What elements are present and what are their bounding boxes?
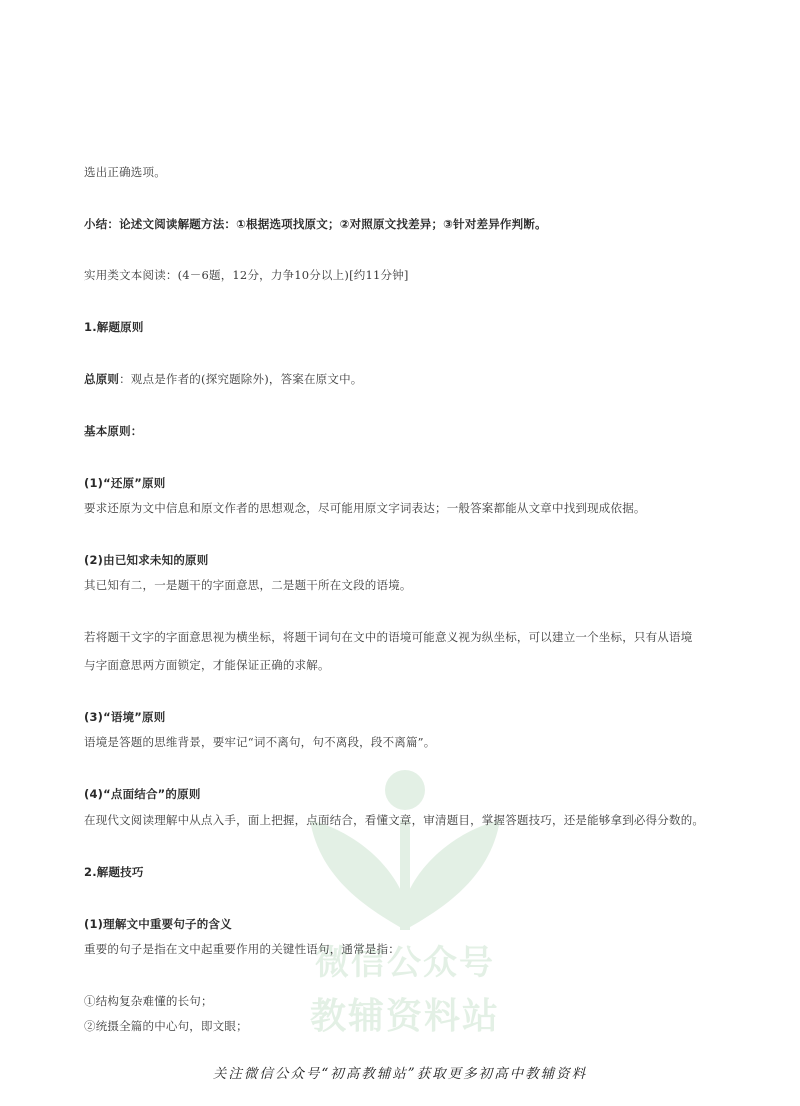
general-principle-line [84, 372, 362, 386]
principle-2-title: (2)由已知求未知的原则 [84, 553, 209, 567]
list-item-1: ①结构复杂难懂的长句； [84, 994, 213, 1008]
watermark-line-2: 教辅资料站 [309, 996, 500, 1037]
basic-principles-heading: 基本原则： [84, 424, 143, 438]
principle-2-paragraph-line-1: 若将题干文字的字面意思视为横坐标，将题干词句在文中的语境可能意义视为纵坐标，可以建立一个坐标，只有从语境 [84, 630, 693, 644]
sprout-logo-icon [290, 760, 520, 940]
footer-note: 关注微信公众号“初高教辅站”获取更多初高中教辅资料 [212, 1066, 588, 1082]
summary-label: 小结： [84, 217, 120, 231]
summary-text: 论述文阅读解题方法：①根据选项找原文；②对照原文找差异；③针对差异作判断。 [119, 217, 547, 231]
principle-2-paragraph-line-2: 与字面意思两方面锁定，才能保证正确的求解。 [84, 658, 330, 672]
principle-4-text: 在现代文阅读理解中从点入手，面上把握，点面结合，看懂文章，审清题目，掌握答题技巧，还是能够拿到必得分数的。 [84, 813, 705, 827]
principle-1-text: 要求还原为文中信息和原文作者的思想观念，尽可能用原文字词表达；一般答案都能从文章中找到现成依据。 [84, 501, 646, 515]
summary-line [84, 217, 547, 231]
section-2-title: 2.解题技巧 [84, 865, 144, 879]
principle-1-title: (1)“还原”原则 [84, 476, 166, 490]
watermark-logo [290, 760, 520, 1040]
technique-1-text: 重要的句子是指在文中起重要作用的关键性语句，通常是指： [84, 942, 400, 956]
technique-1-title: (1)理解文中重要句子的含义 [84, 917, 232, 931]
principle-2-text: 其已知有二，一是题干的字面意思，二是题干所在文段的语境。 [84, 578, 412, 592]
watermark-line-1: 微信公众号 [315, 943, 495, 983]
general-principle-label: 总原则 [84, 372, 120, 386]
practical-reading-heading: 实用类文本阅读：(4－6题，12分，力争10分以上)[约11分钟] [84, 268, 409, 282]
general-principle-text: ：观点是作者的(探究题除外)，答案在原文中。 [119, 372, 363, 386]
list-item-2: ②统摄全篇的中心句，即文眼； [84, 1019, 248, 1033]
section-1-title: 1.解题原则 [84, 320, 144, 334]
principle-3-title: (3)“语境”原则 [84, 710, 166, 724]
principle-3-text: 语境是答题的思维背景，要牢记“词不离句，句不离段，段不离篇”。 [84, 735, 436, 749]
select-instruction: 选出正确选项。 [84, 165, 166, 179]
principle-4-title: (4)“点面结合”的原则 [84, 787, 201, 801]
